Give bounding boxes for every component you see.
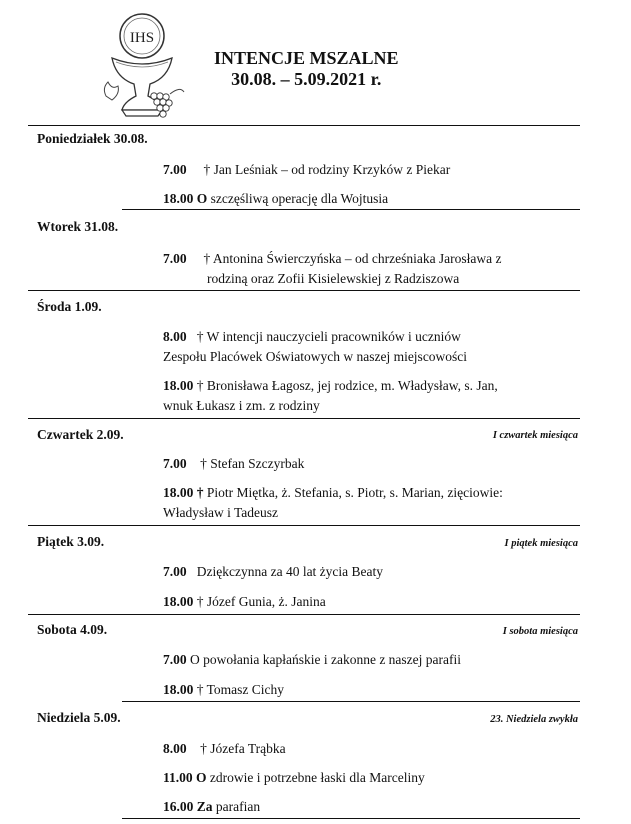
mass-entry: [163, 680, 583, 700]
day-divider: [122, 818, 580, 819]
mass-intention-cont: wnuk Łukasz i zm. z rodziny: [163, 398, 320, 413]
mass-intention-cont: Zespołu Placówek Oświatowych w naszej miejscowości: [163, 349, 468, 364]
mass-time: 11.00: [163, 770, 193, 785]
day-heading: Środa 1.09.: [37, 299, 102, 314]
mass-intention: parafian: [215, 799, 261, 814]
mass-intention: † W intencji nauczycieli pracowników i uczniów: [196, 329, 461, 344]
day-heading: Niedziela 5.09.: [37, 710, 121, 725]
mass-entry: [163, 327, 583, 367]
day-divider: [28, 290, 580, 291]
title-line-2: 30.08. – 5.09.2021 r.: [231, 69, 382, 89]
day-note: I piątek miesiąca: [504, 538, 578, 549]
mass-time: 8.00: [163, 741, 187, 756]
mass-time: 7.00: [163, 251, 187, 266]
mass-intention: szczęśliwą operację dla Wojtusia: [210, 191, 389, 206]
mass-entry: [163, 189, 583, 209]
day-divider: [28, 525, 580, 526]
mass-intention: † Józefa Trąbka: [200, 741, 286, 756]
mass-entry: [163, 592, 583, 612]
mass-entry: [163, 739, 583, 759]
day-heading: Czwartek 2.09.: [37, 427, 124, 442]
day-divider: [28, 418, 580, 419]
title-line-1: INTENCJE MSZALNE: [214, 48, 399, 68]
mass-intention-cont: Władysław i Tadeusz: [163, 505, 279, 520]
mass-time: 18.00: [163, 485, 194, 500]
mass-time: 7.00: [163, 564, 187, 579]
mass-lead: O: [196, 770, 207, 785]
chalice-host-icon: [98, 12, 190, 122]
day-note: 23. Niedziela zwykła: [490, 714, 578, 725]
day-heading: Wtorek 31.08.: [37, 219, 119, 234]
day-heading: Poniedziałek 30.08.: [37, 131, 148, 146]
mass-entry: [163, 768, 583, 788]
ihs-monogram: IHS: [129, 30, 155, 46]
mass-time: 16.00: [163, 799, 194, 814]
mass-entry: [163, 454, 583, 474]
mass-intention: Dziękczynna za 40 lat życia Beaty: [196, 564, 384, 579]
mass-entry: [163, 562, 583, 582]
day-heading: Piątek 3.09.: [37, 534, 105, 549]
page-title: [214, 48, 399, 90]
mass-time: 7.00: [163, 652, 187, 667]
mass-lead: †: [196, 485, 204, 500]
mass-time: 18.00: [163, 378, 194, 393]
mass-intention: O powołania kapłańskie i zakonne z naszej parafii: [190, 652, 462, 667]
day-divider: [122, 209, 580, 210]
mass-lead: Za: [196, 799, 213, 814]
mass-time: 7.00: [163, 456, 187, 471]
day-note: I sobota miesiąca: [502, 626, 578, 637]
mass-intention: zdrowie i potrzebne łaski dla Marceliny: [209, 770, 425, 785]
mass-intention: Piotr Miętka, ż. Stefania, s. Piotr, s. Marian, zięciowie:: [206, 485, 503, 500]
mass-time: 18.00: [163, 191, 194, 206]
mass-intention: † Bronisława Łagosz, jej rodzice, m. Władysław, s. Jan,: [196, 378, 498, 393]
day-heading: Sobota 4.09.: [37, 622, 108, 637]
mass-intention: † Jan Leśniak – od rodziny Krzyków z Piekar: [203, 162, 451, 177]
mass-time: 7.00: [163, 162, 187, 177]
mass-time: 8.00: [163, 329, 187, 344]
day-divider: [122, 701, 580, 702]
mass-lead: O: [196, 191, 208, 206]
header: [0, 0, 631, 125]
mass-entry: [163, 249, 583, 289]
mass-time: 18.00: [163, 594, 194, 609]
mass-entry: [163, 650, 583, 670]
mass-time: 18.00: [163, 682, 194, 697]
mass-intention: † Józef Gunia, ż. Janina: [196, 594, 326, 609]
mass-intention-cont: rodziną oraz Zofii Kisielewskiej z Radziszowa: [207, 271, 460, 286]
mass-intention: † Stefan Szczyrbak: [200, 456, 305, 471]
day-divider: [28, 614, 580, 615]
day-note: I czwartek miesiąca: [492, 430, 578, 441]
mass-entry: [163, 376, 583, 416]
mass-entry: [163, 483, 583, 523]
mass-intention: † Tomasz Cichy: [196, 682, 285, 697]
mass-entry: [163, 160, 583, 180]
mass-entry: [163, 797, 583, 817]
mass-intention: † Antonina Świerczyńska – od chrześniaka Jarosława z: [203, 251, 502, 266]
header-divider: [28, 125, 580, 126]
